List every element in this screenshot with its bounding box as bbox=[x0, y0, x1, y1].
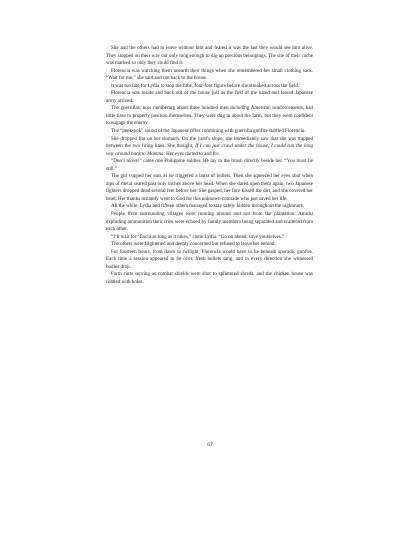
paragraph: The girl cupped her ears as he triggered a burst of bullets. Then she squeezed her eyes shut when zips of metal seared past only inches above her head. When she dared open them again, two Japanese fighters dropped dead several feet before her. She gasped, her face kissed the dirt, and she covered her head. Her thanks instantly went to God for this unknown comrade who just saved her life. bbox=[106, 173, 313, 202]
paragraph: All the while, Lydia and fifteen others managed to stay safely hidden throughout the nightmare. bbox=[111, 203, 305, 210]
paragraph: Florencia was inside and back out of the house just as the first of the hated and feared Japanese army arrived. bbox=[106, 90, 313, 104]
page-number: 67 bbox=[207, 442, 213, 448]
paragraph: People from surrounding villages were running around and out from the plantation. Amidst exploding ammunition their cries were echoed by family members being separated and scattered from each other. bbox=[106, 211, 313, 233]
paragraph: The “peek-pok” sound of the Japanese rifles combining with guerrilla gunfire startled Florencia. bbox=[111, 128, 306, 135]
italic-thought: If I can just crawl under the house, I could run the long way around back to Mamma. bbox=[106, 143, 313, 157]
paragraph-tail: Her eyes darted to and fro. bbox=[164, 150, 220, 157]
paragraph: Farm carts serving as combat shields were shot to splintered shreds, and the chicken house was riddled with holes. bbox=[106, 271, 313, 285]
paragraph-with-thought bbox=[106, 136, 313, 159]
paragraph: She and the others had to leave without him and feared it was the last they would see him alive. They stopped on their way out only long enough to dig up precious belongings. The site of their cache was marked so only they could find it. bbox=[106, 45, 313, 67]
paragraph-lead: She dropped flat on her stomach. On the yard’s slope, she immediately saw that she was trapped between the two firing lines. She thought, bbox=[106, 135, 313, 150]
paragraph: The guerrillas, now numbering about three hundred men including American reinforcements, had little time to properly position themselves. They were dug in about the farm, but they were confident to engage the enemy. bbox=[106, 105, 313, 127]
paragraph: “I’ll wait for ‘Encia as long as it takes,” came Lydia. “Go on ahead; save yourselves.” bbox=[111, 233, 285, 240]
paragraph: “Don’t move!” came one Philippine soldier. He lay in the brush directly beside her. “You must lie still.” bbox=[106, 158, 313, 172]
paragraph: Florencia was watching them unearth their things when she remembered her small clothing sack. “Wait for me,” she said and ran back to the house. bbox=[106, 67, 313, 82]
paragraph: For fourteen hours, from dawn to twilight, Florencia would have to lie beneath sporadic gunfire. Each time a session appeared to be over, fresh bullets sang, and in every direction she witnessed bodies drop. bbox=[106, 248, 313, 270]
body-text bbox=[106, 45, 313, 287]
paragraph: It was too late for Lydia to stop the lithe, four-foot figure before she streaked across the field. bbox=[111, 82, 300, 89]
paragraph: The others were frightened and deeply concerned but refused to leave her behind. bbox=[111, 241, 276, 248]
